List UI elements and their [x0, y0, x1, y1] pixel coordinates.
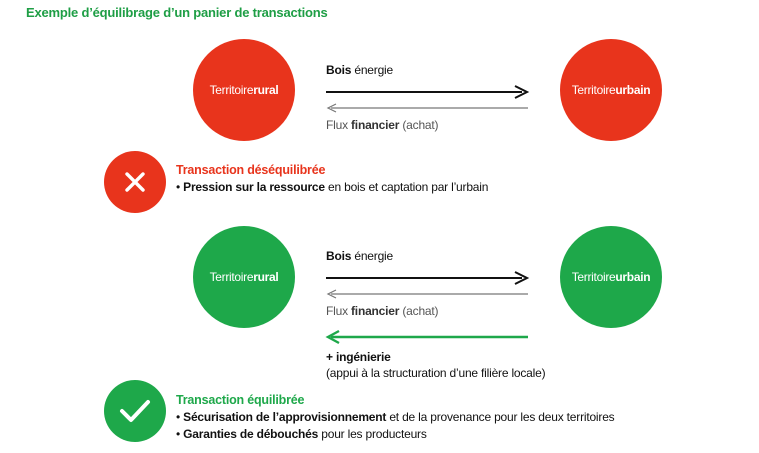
- wood-flow-label-1: Bois énergie: [326, 63, 393, 77]
- diagram-title: Exemple d’équilibrage d’un panier de transactions: [26, 5, 328, 20]
- node-label-bold: urbain: [615, 270, 651, 284]
- node-label-prefix: Territoire: [571, 83, 616, 97]
- unbalanced-title: Transaction déséquilibrée: [176, 163, 326, 177]
- check-icon: [118, 397, 152, 425]
- balanced-bullet-2: • Garanties de débouchés pour les producteurs: [176, 427, 427, 441]
- node-label-prefix: Territoire: [209, 270, 254, 284]
- wood-arrow-2: [326, 272, 527, 284]
- node-label-prefix: Territoire: [571, 270, 616, 284]
- node-label-bold: urbain: [615, 83, 651, 97]
- cross-icon: [123, 170, 147, 194]
- finance-flow-label-2: Flux financier (achat): [326, 304, 439, 318]
- unbalanced-badge: [104, 151, 166, 213]
- engineering-arrow: [328, 331, 528, 343]
- node-label-bold: rural: [253, 83, 279, 97]
- finance-flow-label-1: Flux financier (achat): [326, 118, 439, 132]
- balanced-bullet-1: • Sécurisation de l’approvisionnement et de la provenance pour les deux territoires: [176, 410, 615, 424]
- node-label-prefix: Territoire: [209, 83, 254, 97]
- engineering-flow-label: + ingénierie: [326, 350, 391, 364]
- wood-flow-label-2: Bois énergie: [326, 249, 393, 263]
- engineering-flow-sublabel: (appui à la structuration d’une filière locale): [326, 366, 546, 380]
- finance-arrow-1: [328, 104, 528, 112]
- wood-arrow-1: [326, 86, 527, 98]
- node-label-bold: rural: [253, 270, 279, 284]
- balanced-badge: [104, 380, 166, 442]
- finance-arrow-2: [328, 290, 528, 298]
- unbalanced-bullet: • Pression sur la ressource en bois et captation par l’urbain: [176, 180, 489, 194]
- balanced-title: Transaction équilibrée: [176, 393, 305, 407]
